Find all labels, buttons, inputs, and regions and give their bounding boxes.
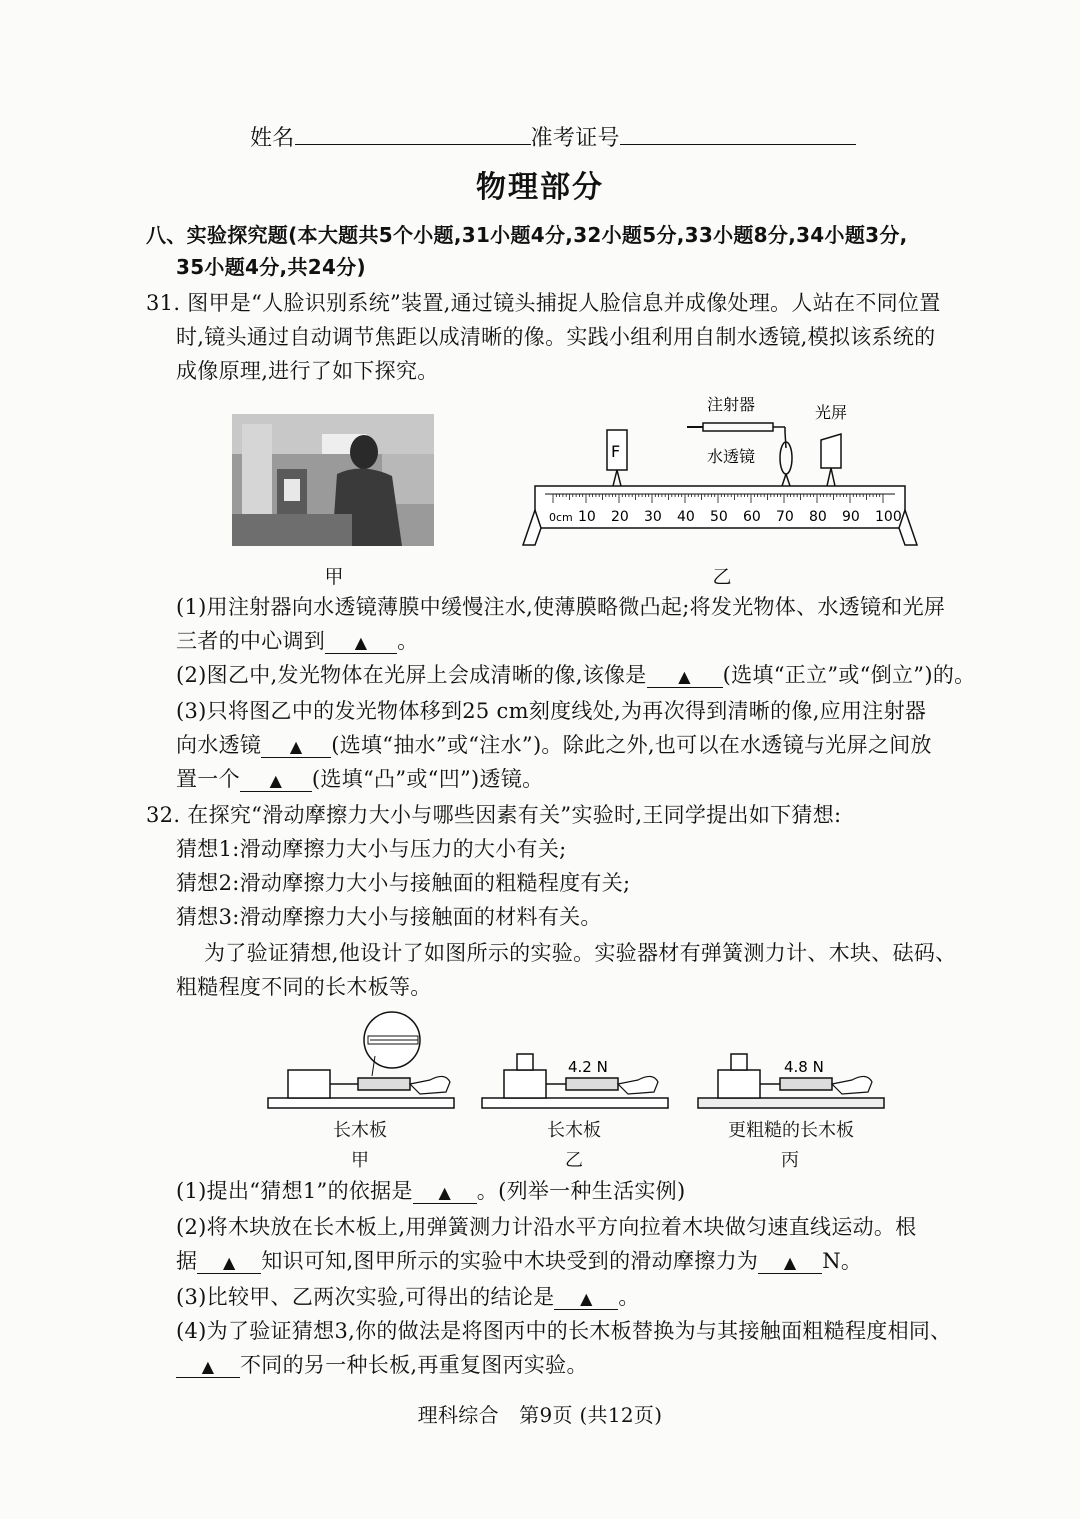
force-label-b: 4.2 N (568, 1058, 608, 1076)
q32-design-1: 为了验证猜想,他设计了如图所示的实验。实验器材有弹簧测力计、木块、砝码、 (204, 941, 957, 965)
setup-c (698, 1054, 884, 1108)
q32-part1: (1)提出“猜想1”的依据是 ▲ 。(列举一种生活实例) (176, 1179, 686, 1203)
hand-icon (410, 1076, 450, 1094)
q32-part2-b: 据 ▲ 知识可知,图甲所示的实验中木块受到的滑动摩擦力为 ▲ N。 (176, 1249, 863, 1273)
answer-blank-31-3[interactable]: ▲ (261, 733, 331, 758)
q31-part3-a: (3)只将图乙中的发光物体移到25 cm刻度线处,为再次得到清晰的像,应用注射器 (176, 699, 927, 723)
wood-block-icon (504, 1070, 546, 1098)
spring-scale-icon (566, 1078, 618, 1090)
face-recognition-photo (232, 414, 434, 546)
id-blank[interactable] (620, 120, 856, 145)
page-footer: 理科综合 第9页 (共12页) (417, 1403, 663, 1427)
screen-icon (821, 434, 841, 468)
q31-part2: (2)图乙中,发光物体在光屏上会成清晰的像,该像是 ▲ (选填“正立”或“倒立”)的。 (176, 663, 976, 687)
friction-experiment-figure (260, 1010, 890, 1120)
q32-guess-2: 猜想2:滑动摩擦力大小与接触面的粗糙程度有关; (176, 871, 631, 895)
hand-icon (618, 1076, 658, 1094)
answer-blank-31-2[interactable]: ▲ (647, 663, 723, 688)
id-label: 准考证号 (530, 126, 620, 151)
ruler-tick-label: 100 (875, 509, 902, 525)
ruler-tick-label: 10 (578, 509, 596, 525)
section-heading-2: 35小题4分,共24分) (176, 255, 366, 279)
ruler-tick-label: 60 (743, 509, 761, 525)
optical-bench-figure (515, 390, 920, 550)
q32-guess-1: 猜想1:滑动摩擦力大小与压力的大小有关; (176, 837, 567, 861)
setup-a (268, 1012, 454, 1108)
q32-part4-b: ▲ 不同的另一种长板,再重复图丙实验。 (176, 1350, 588, 1380)
weight-icon (731, 1054, 747, 1070)
q31-intro-3: 成像原理,进行了如下探究。 (176, 359, 439, 383)
answer-blank-31-1[interactable]: ▲ (325, 629, 397, 654)
q31-part1-a: (1)用注射器向水透镜薄膜中缓慢注水,使薄膜略微凸起;将发光物体、水透镜和光屏 (176, 595, 946, 619)
ruler-tick-label: 70 (776, 509, 794, 525)
syringe-label: 注射器 (707, 395, 756, 414)
name-blank[interactable] (295, 120, 531, 145)
screen-label: 光屏 (815, 403, 848, 422)
figure-caption-b: 乙 (712, 566, 732, 588)
figure-caption-bing: 丙 (781, 1150, 799, 1171)
spring-scale-icon (358, 1078, 410, 1090)
q32-design-2: 粗糙程度不同的长木板等。 (176, 975, 432, 999)
hand-icon (832, 1076, 872, 1094)
ruler-tick-label: 0cm (549, 511, 573, 524)
answer-blank-32-2[interactable]: ▲ (197, 1249, 261, 1274)
ruler-tick-label: 90 (842, 509, 860, 525)
ruler-tick-label: 50 (710, 509, 728, 525)
answer-blank-32-5[interactable]: ▲ (176, 1353, 240, 1378)
page-title: 物理部分 (476, 170, 604, 205)
q31-intro-2: 时,镜头通过自动调节焦距以成清晰的像。实践小组利用自制水透镜,模拟该系统的 (176, 325, 936, 349)
spring-scale-icon (780, 1078, 832, 1090)
name-label: 姓名 (250, 126, 295, 151)
object-letter: F (611, 442, 621, 461)
q32-guess-3: 猜想3:滑动摩擦力大小与接触面的材料有关。 (176, 905, 602, 929)
ruler-tick-label: 20 (611, 509, 629, 525)
ruler-tick-label: 40 (677, 509, 695, 525)
name-field (250, 120, 856, 154)
q32-part4-a: (4)为了验证猜想3,你的做法是将图丙中的长木板替换为与其接触面粗糙程度相同、 (176, 1319, 952, 1343)
figure-caption-jia: 甲 (351, 1150, 369, 1171)
wood-block-icon (288, 1070, 330, 1098)
answer-blank-32-3[interactable]: ▲ (758, 1249, 822, 1274)
q31-part1-b: 三者的中心调到 ▲ 。 (176, 629, 419, 653)
q31-part1-text: 三者的中心调到 (176, 629, 326, 653)
ruler-tick-label: 80 (809, 509, 827, 525)
syringe-icon (687, 423, 786, 448)
section-heading-1: 八、实验探究题(本大题共5个小题,31小题4分,32小题5分,33小题8分,34小题3分, (146, 223, 908, 247)
q32-intro: 32. 在探究“滑动摩擦力大小与哪些因素有关”实验时,王同学提出如下猜想: (146, 803, 842, 827)
wood-block-icon (718, 1070, 760, 1098)
board-label-b: 长木板 (547, 1120, 601, 1141)
answer-blank-32-1[interactable]: ▲ (413, 1179, 477, 1204)
figure-caption-yi: 乙 (565, 1150, 583, 1171)
q31-part3-c: 置一个 ▲ (选填“凸”或“凹”)透镜。 (176, 767, 544, 791)
ruler-tick-label: 30 (644, 509, 662, 525)
board-label-c: 更粗糙的长木板 (728, 1120, 854, 1141)
figure-caption-a: 甲 (324, 566, 344, 588)
board-label-a: 长木板 (333, 1120, 387, 1141)
force-label-c: 4.8 N (784, 1058, 824, 1076)
setup-b (482, 1054, 668, 1108)
q32-part3: (3)比较甲、乙两次实验,可得出的结论是 ▲ 。 (176, 1285, 640, 1309)
answer-blank-32-4[interactable]: ▲ (554, 1285, 618, 1310)
q31-part3-b: 向水透镜 ▲ (选填“抽水”或“注水”)。除此之外,也可以在水透镜与光屏之间放 (176, 733, 932, 757)
lens-label: 水透镜 (707, 447, 756, 466)
weight-icon (517, 1054, 533, 1070)
q31-intro-1: 31. 图甲是“人脸识别系统”装置,通过镜头捕捉人脸信息并成像处理。人站在不同位置 (146, 291, 941, 315)
q32-part2-a: (2)将木块放在长木板上,用弹簧测力计沿水平方向拉着木块做匀速直线运动。根 (176, 1215, 917, 1239)
answer-blank-31-4[interactable]: ▲ (240, 767, 312, 792)
